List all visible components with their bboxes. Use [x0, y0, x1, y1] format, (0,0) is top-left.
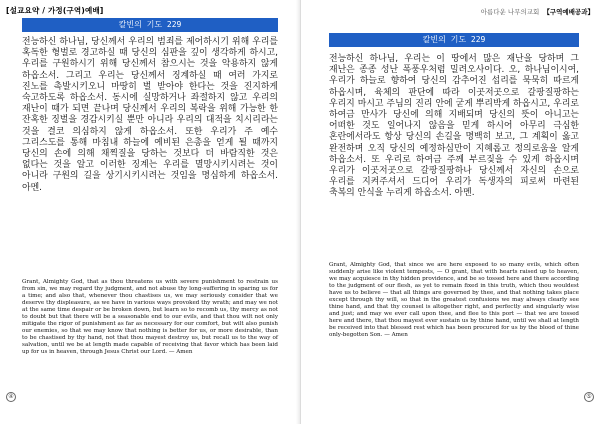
- english-prayer-text: Grant, Almighty God, that as thou threatens us with severe punishment to restrain us from sin, we may regard thy judgment, and not abuse thy long-suffering in sparing us for a time; and also that, whenever thou chastises us, we may seriously consider that we deserve thy displeasure, as we have in various ways provoked thy wrath; and may we not at the same time despair or be broken down, but learn so to recomb us, thy mercy as not to doubt but that there will be a seasonable end to our evils, and that thou wilt not only mitigate the rigor of punishment as far as necessary for our comfort, but wilt also punish our enemies, so that we may know that nothing is better for us, or more desirable, than to be chastised by thy hand, not that thou mayest destroy us, but recall us to the way of salvation, until we be at length made capable of receiving that favor which has been laid up for us in heaven, through Jesus Christ our Lord. — Amen: [22, 279, 278, 355]
- korean-prayer-text: 전능하신 하나님, 당신께서 우리의 범죄를 제어하시기 위해 우리를 혹독한 형벌로 경고하실 때 당신의 심판을 깊이 생각하게 하시고, 우리를 구원하시기 위해 당신께서 참으시는 것을 악용하지 않게 하옵소서. 그리고 우리는 당신께서 징계하실 때 여러 가지로 진노를 촉발시키오니 마땅히 벌 받아야 한다는 것을 진지하게 숙고하도록 하옵소서. 동시에 실망하거나 좌절하지 않고 우리의 재난이 때가 되면 끝나며 당신께서 우리의 복락을 위해 가능한 한 잔혹한 징벌을 경감시키실 뿐만 아니라 우리의 대적을 치시리라는 것을 결코 의심하지 않게 하옵소서. 또한 우리가 주 예수 그리스도를 통해 마침내 하늘에 예비된 은총을 얻게 될 때까지 당신의 손에 의해 채찍질을 당하는 것보다 더 바람직한 것은 없다는 것을 알고 이러한 징계는 우리를 멸망시키시려는 것이 아니라 구원의 길을 상기시키시려는 것임을 명심하게 하옵소서. 아멘.: [22, 37, 278, 193]
- section-category: 【구역예배공과】: [543, 8, 594, 16]
- prayer-title: 칼빈의 기도 229: [22, 18, 278, 32]
- prayer-title: 칼빈의 기도 229: [329, 33, 579, 47]
- right-page: [300, 0, 600, 424]
- page-number: ⑤: [584, 392, 594, 402]
- church-header: [481, 7, 594, 16]
- bulletin-section-label: [설교요약 / 가정(구역)예배]: [6, 6, 104, 15]
- page-number: ④: [6, 392, 16, 402]
- english-prayer-text: Grant, Almighty God, that since we are here exposed to so many evils, which often suddenly arise like violent tempests, — O grant, that with hearts raised up to heaven, we may acquiesce in thy hidden providence, and be so tossed here and there according to the judgment of our flesh, as yet to remain fixed in this truth, which thou wouldest have us to believe — that all things are governed by thee, and that nothing takes place except through thy will, so that in the greatest confusions we may always clearly see thine hand, and that thy counsel is altogether right, and perfectly and singularly wise and just; and may we ever call upon thee, and flee to this port — that we are tossed here and there, that thou mayest ever sustain us by thine hand, until we shall at length be received into that blessed rest which has been procured for us by the blood of thine only-begotten Son. — Amen: [329, 262, 579, 338]
- church-name: 아름다운 나무의교회: [480, 8, 540, 16]
- korean-prayer-text: 전능하신 하나님, 우리는 이 땅에서 많은 재난을 당하며 그 재난은 종종 성난 폭풍우처럼 밀려오사이다. 오, 하나님이시여, 우리가 하늘로 향하여 당신의 감추어진 섭리를 묵묵히 따르게 하옵시며, 육체의 판단에 따라 이곳저곳으로 갈팡질팡하는 우리지 마시고 주님의 진리 안에 굳게 뿌리박게 하옵시고, 우리로 하여금 만사가 당신에 의해 지배되며 당신의 뜻이 아니고는 어떠한 것도 일어나지 않음을 믿게 하시어 아무리 극심한 혼란에서라도 항상 당신의 손길을 명백히 보고, 그 계획이 옳고 완전하며 오직 당신의 예정하심만이 지혜롭고 정의로움을 알게 하옵소서. 또 우리로 하여금 주께 부르짖을 수 있게 하옵시며 우리가 이곳저곳으로 갈팡질팡하나 당신께서 자신의 손으로 우리를 지켜주셔서 드디어 우리가 독생자의 피로써 마련된 축복의 안식을 누리게 하옵소서. 아멘.: [329, 54, 579, 199]
